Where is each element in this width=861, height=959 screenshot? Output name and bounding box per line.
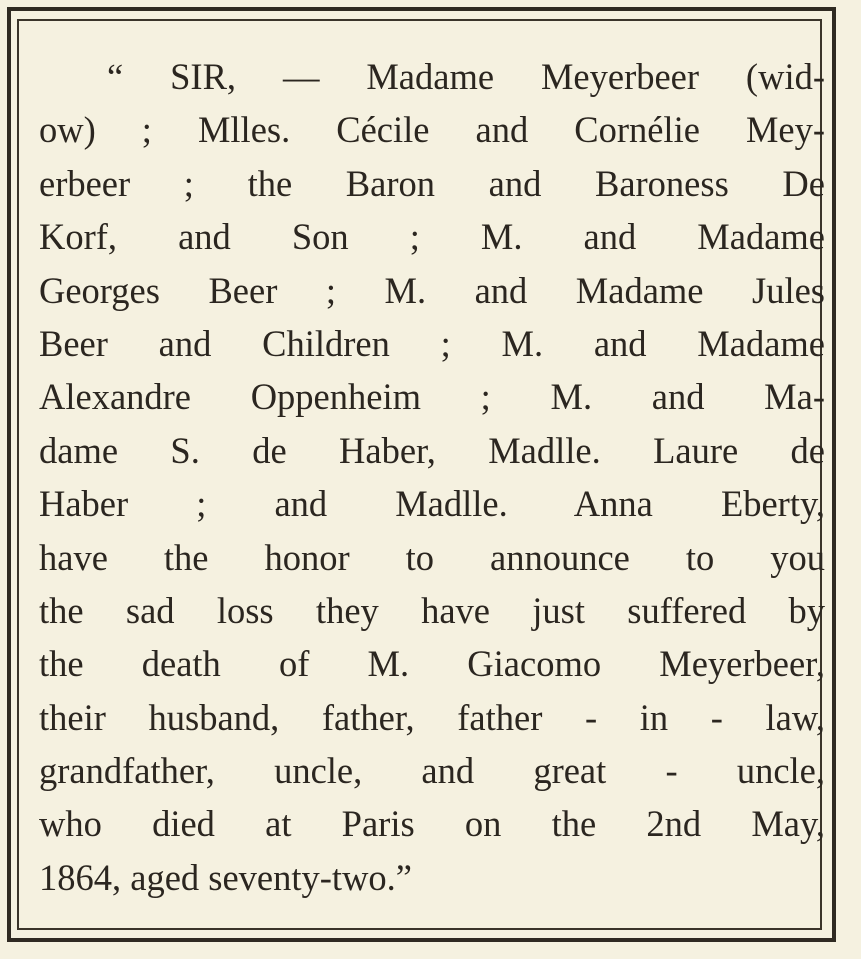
notice-line: Haber ; and Madlle. Anna Eberty, [39,483,825,525]
notice-line: their husband, father, father - in - law, [39,696,825,738]
notice-line: dame S. de Haber, Madlle. Laure de [39,429,825,471]
notice-line: erbeer ; the Baron and Baroness De [39,162,825,204]
notice-line: 1864, aged seventy-two.” [39,856,413,898]
notice-line: Alexandre Oppenheim ; M. and Ma- [39,376,825,418]
notice-line: have the honor to announce to you [39,536,825,578]
death-notice-text [39,50,825,904]
notice-line: Beer and Children ; M. and Madame [39,322,825,364]
notice-line: ow) ; Mlles. Cécile and Cornélie Mey- [39,109,825,151]
notice-line: grandfather, uncle, and great - uncle, [39,750,825,792]
notice-line: who died at Paris on the 2nd May, [39,803,825,845]
notice-line: “ SIR, — Madame Meyerbeer (wid- [107,56,825,97]
inner-border [17,19,825,930]
notice-line: the sad loss they have just suffered by [39,589,825,631]
notice-line: the death of M. Giacomo Meyerbeer, [39,643,825,685]
notice-line: Korf, and Son ; M. and Madame [39,216,825,258]
notice-line: Georges Beer ; M. and Madame Jules [39,269,825,311]
